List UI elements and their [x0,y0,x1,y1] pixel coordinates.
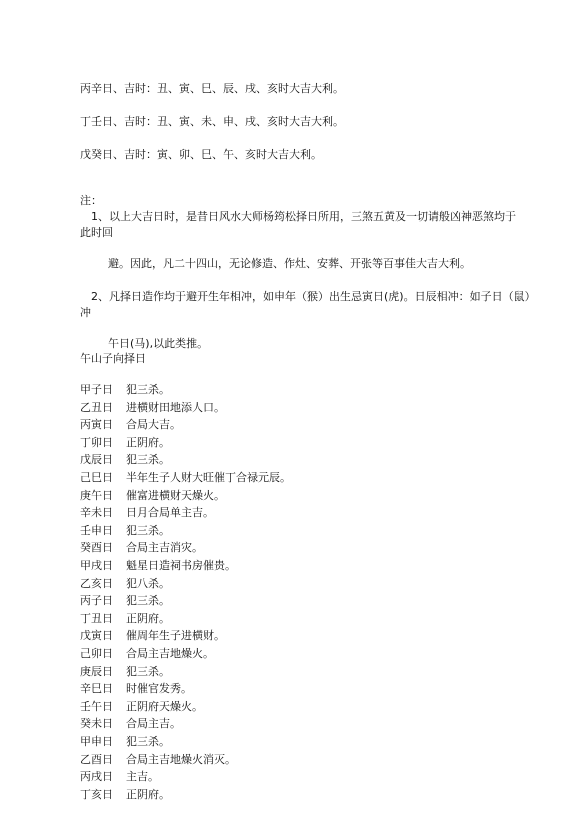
day-label: 乙酉日 [80,752,113,766]
day-label: 甲戌日 [80,559,113,572]
note-2-line-3: 午日(马),以此类推。 [108,337,209,350]
day-label: 庚辰日 [80,664,113,678]
section-title: 午山子向择日 [80,352,146,365]
day-label: 丁丑日 [80,611,113,625]
day-label: 辛未日 [80,506,113,520]
day-description: 合局大吉。 [126,418,181,432]
list-item [80,610,170,627]
note-2-line-2: 冲 [80,306,91,319]
day-label: 甲申日 [80,735,113,748]
day-label: 戊辰日 [80,453,113,467]
day-label: 庚午日 [80,488,113,502]
day-label: 辛巳日 [80,682,113,696]
list-item [80,522,170,539]
day-label: 乙亥日 [80,576,113,590]
day-description: 催周年生子进横财。 [126,629,225,643]
day-label: 丙寅日 [80,418,113,432]
day-label: 丙子日 [80,594,113,608]
list-item [80,768,159,785]
list-item [80,751,236,768]
day-description: 正阴府。 [126,787,170,801]
day-label: 癸酉日 [80,541,113,555]
day-description: 时催官发秀。 [126,682,192,696]
day-description: 犯三杀。 [126,594,170,608]
day-description: 催富进横财天燥火。 [126,488,225,502]
day-label: 己卯日 [80,647,113,660]
header-line-dingren: 丁壬日、吉时：丑、寅、未、申、戌、亥时大吉大利。 [80,115,344,128]
day-description: 合局主吉地燥火消灭。 [126,752,236,766]
day-description: 犯三杀。 [126,735,170,748]
list-item [80,627,225,644]
day-label: 己巳日 [80,471,113,484]
note-1-line-1: 1、以上大吉日时，是昔日风水大师杨筠松择日所用，三煞五黄及一切请般凶神恶煞均于 [91,210,516,223]
header-line-bingxin: 丙辛日、吉时：丑、寅、巳、辰、戌、亥时大吉大利。 [80,82,344,95]
day-description: 正阴府。 [126,435,170,449]
day-label: 丁卯日 [80,435,113,449]
day-description: 合局主吉消灾。 [126,541,203,555]
note-2-line-1: 2、凡择日造作均于避开生年相冲，如申年（猴）出生忌寅日(虎)。日辰相冲：如子日（鼠） [91,290,536,303]
day-description: 进横财田地添人口。 [126,400,225,414]
day-description: 魁星日造祠书房催贵。 [126,559,236,572]
list-item [80,381,170,398]
day-description: 主吉。 [126,770,159,784]
list-item [80,592,170,609]
day-description: 半年生子人财大旺催丁合禄元辰。 [126,471,291,484]
list-item [80,680,192,697]
day-label: 丁亥日 [80,787,113,801]
day-label: 癸未日 [80,717,113,731]
list-item [80,399,225,416]
list-item [80,733,170,750]
list-item [80,663,170,680]
day-label: 丙戌日 [80,770,113,784]
list-item [80,715,181,732]
day-description: 合局主吉地燥火。 [126,647,214,660]
day-label: 壬午日 [80,699,113,713]
day-description: 正阴府天燥火。 [126,699,203,713]
list-item [80,504,214,521]
day-label: 甲子日 [80,383,113,396]
list-item [80,786,170,803]
day-description: 犯三杀。 [126,664,170,678]
day-description: 犯三杀。 [126,523,170,537]
day-label: 壬申日 [80,523,113,537]
day-description: 犯八杀。 [126,576,170,590]
list-item [80,698,203,715]
note-1-line-2: 此时回 [80,226,113,239]
day-label: 乙丑日 [80,400,113,414]
list-item [80,416,181,433]
list-item [80,487,225,504]
list-item [80,469,291,486]
day-description: 正阴府。 [126,611,170,625]
day-description: 合局主吉。 [126,717,181,731]
header-line-wugui: 戊癸日、吉时：寅、卯、巳、午、亥时大吉大利。 [80,148,322,161]
list-item [80,575,170,592]
list-item [80,451,170,468]
list-item [80,539,203,556]
list-item [80,434,170,451]
day-description: 犯三杀。 [126,383,170,396]
day-description: 日月合局单主吉。 [126,506,214,520]
day-label: 戊寅日 [80,629,113,643]
notes-title: 注： [80,194,102,207]
list-item [80,645,214,662]
note-1-line-3: 避。因此，凡二十四山，无论修造、作灶、安葬、开张等百事佳大吉大利。 [108,257,471,270]
list-item [80,557,236,574]
day-description: 犯三杀。 [126,453,170,467]
